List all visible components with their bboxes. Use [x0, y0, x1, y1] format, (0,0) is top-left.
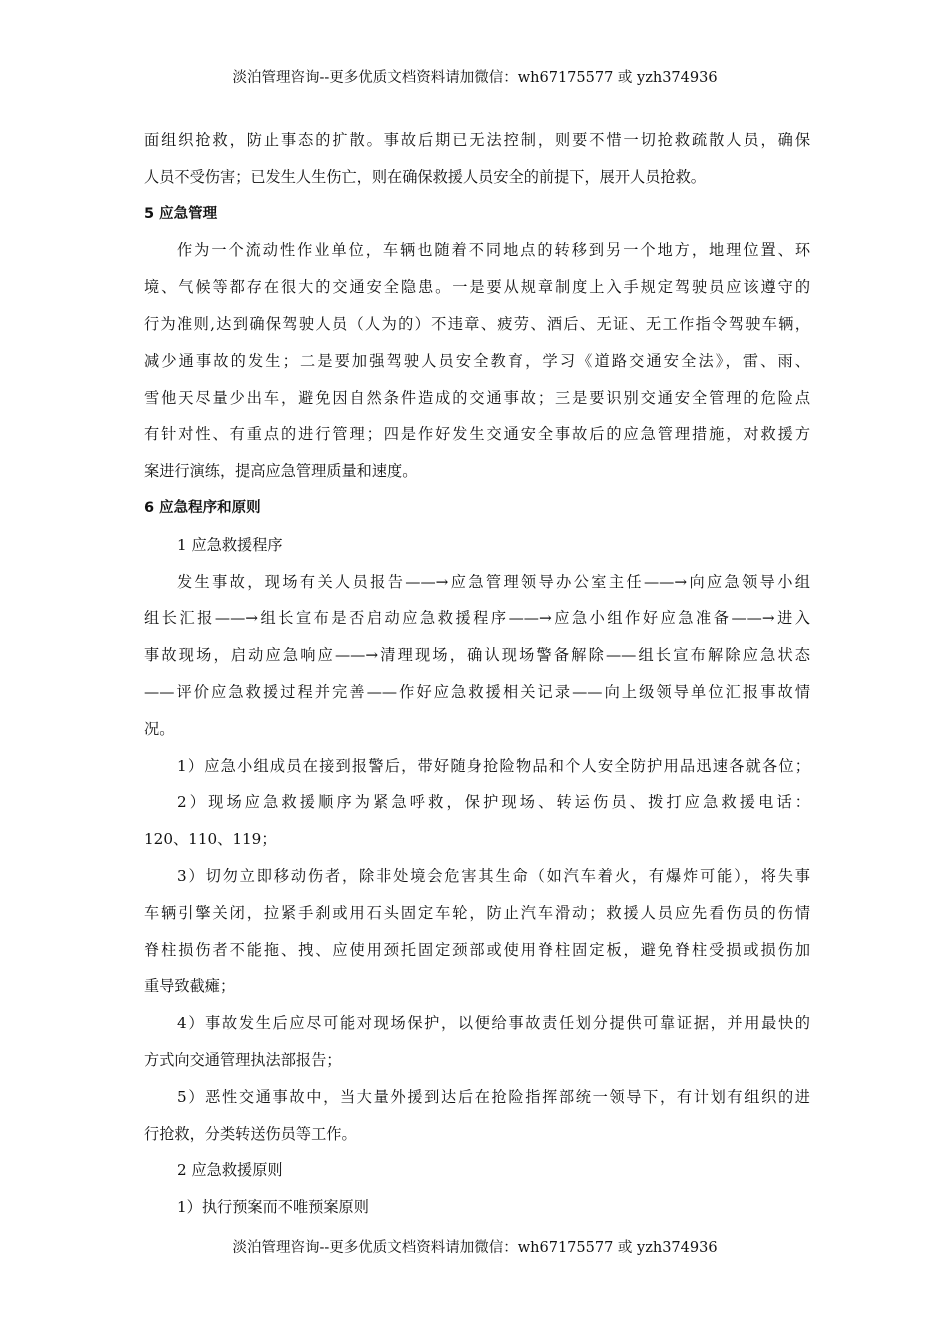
- paragraph-line: 行为准则,达到确保驾驶人员（人为的）不违章、疲劳、酒后、无证、无工作指令驾驶车辆，: [144, 314, 810, 333]
- paragraph-line: 况。: [144, 719, 175, 738]
- list-item: 5）恶性交通事故中，当大量外援到达后在抢险指挥部统一领导下，有计划有组织的进: [177, 1087, 810, 1106]
- list-item: 1）应急小组成员在接到报警后，带好随身抢险物品和个人安全防护用品迅速各就各位；: [177, 756, 810, 775]
- paragraph-line: 有针对性、有重点的进行管理；四是作好发生交通安全事故后的应急管理措施，对救援方: [144, 425, 810, 444]
- list-item-continued: 脊柱损伤者不能拖、拽、应使用颈托固定颈部或使用脊柱固定板，避免脊柱受损或损伤加: [144, 940, 810, 959]
- paragraph-line: 雪他天尽量少出车，避免因自然条件造成的交通事故；三是要识别交通安全管理的危险点: [144, 388, 810, 407]
- paragraph-line: 减少通事故的发生；二是要加强驾驶人员安全教育，学习《道路交通安全法》，雷、雨、: [144, 351, 810, 370]
- section-heading-6: 6 应急程序和原则: [144, 499, 261, 516]
- list-item: 2）现场应急救援顺序为紧急呼救，保护现场、转运伤员、拨打应急救援电话：: [177, 793, 810, 812]
- list-item-continued: 行抢救，分类转送伤员等工作。: [144, 1124, 357, 1143]
- paragraph-line: 作为一个流动性作业单位，车辆也随着不同地点的转移到另一个地方，地理位置、环: [177, 241, 810, 260]
- list-item: 3）切勿立即移动伤者，除非处境会危害其生命（如汽车着火，有爆炸可能），将失事: [177, 866, 810, 885]
- list-item: 1）执行预案而不唯预案原则: [177, 1198, 369, 1217]
- list-item-continued: 120、110、119；: [144, 830, 277, 849]
- list-item: 4）事故发生后应尽可能对现场保护，以便给事故责任划分提供可靠证据，并用最快的: [177, 1014, 810, 1033]
- page-footer: 淡泊管理咨询--更多优质文档资料请加微信：wh67175577 或 yzh374936: [232, 1240, 718, 1256]
- paragraph-line: 组长汇报——→组长宣布是否启动应急救援程序——→应急小组作好应急准备——→进入: [144, 609, 810, 628]
- subsection-heading-1: 1 应急救援程序: [177, 535, 283, 554]
- paragraph-line: 事故现场，启动应急响应——→清理现场，确认现场警备解除——组长宣布解除应急状态: [144, 646, 810, 665]
- paragraph-line: 面组织抢救，防止事态的扩散。事故后期已无法控制，则要不惜一切抢救疏散人员，确保: [144, 131, 810, 149]
- list-item-continued: 车辆引擎关闭，拉紧手刹或用石头固定车轮，防止汽车滑动；救援人员应先看伤员的伤情: [144, 903, 810, 922]
- page-header: 淡泊管理咨询--更多优质文档资料请加微信：wh67175577 或 yzh374936: [232, 70, 718, 86]
- list-item-continued: 重导致截瘫；: [144, 977, 236, 996]
- paragraph-line: 人员不受伤害；已发生人生伤亡，则在确保救援人员安全的前提下，展开人员抢救。: [144, 167, 706, 186]
- paragraph-line: ——评价应急救援过程并完善——作好应急救援相关记录——向上级领导单位汇报事故情: [144, 682, 810, 701]
- subsection-heading-2: 2 应急救援原则: [177, 1161, 283, 1180]
- list-item-continued: 方式向交通管理执法部报告；: [144, 1050, 342, 1069]
- paragraph-line: 发生事故，现场有关人员报告——→应急管理领导办公室主任——→向应急领导小组: [177, 572, 810, 591]
- paragraph-line: 境、气候等都存在很大的交通安全隐患。一是要从规章制度上入手规定驾驶员应该遵守的: [144, 278, 810, 297]
- document-body: [144, 122, 810, 1226]
- section-heading-5: 5 应急管理: [144, 205, 218, 222]
- paragraph-line: 案进行演练，提高应急管理质量和速度。: [144, 462, 418, 481]
